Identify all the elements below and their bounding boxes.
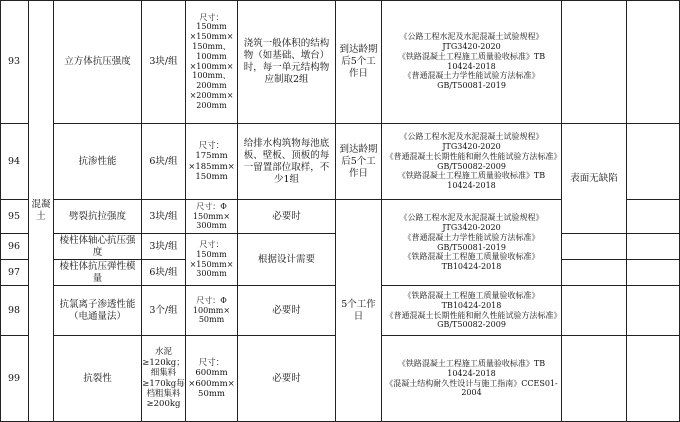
- row-96-item: 棱柱体轴心抗压强度: [54, 234, 142, 260]
- row-98-size: 尺寸：Φ 100mm× 50mm: [186, 286, 238, 336]
- row-96-97-method: 根据设计需要: [238, 234, 336, 286]
- rows-95-99-period: 5个工作日: [336, 200, 382, 422]
- row-96-remarks: [562, 234, 627, 260]
- row-93-extra: [627, 0, 680, 124]
- row-99-item: 抗裂性: [54, 336, 142, 422]
- row-98-remarks: [562, 286, 627, 336]
- row-97-qty: 6块/组: [142, 260, 186, 286]
- row-97-extra: [627, 260, 680, 286]
- row-96-97-size: 尺寸： 150mm ×150mm× 300mm: [186, 234, 238, 286]
- row-94-item: 抗渗性能: [54, 124, 142, 200]
- row-96-extra: [627, 234, 680, 260]
- rows-95-97-standard: 《公路工程水泥及水泥混凝土试验规程》JTG3420-2020 《普通混凝土力学性能试验方法标准》GB/T50081-2019 《铁路混凝土工程施工质量验收标准》TB10424-2018: [382, 200, 562, 286]
- row-95-method: 必要时: [238, 200, 336, 234]
- row-99-qty: 水泥≥120kg；细集料≥170kg每档粗集料≥200kg: [142, 336, 186, 422]
- row-93-no: 93: [0, 0, 29, 124]
- row-95-no: 95: [0, 200, 29, 234]
- row-93-item: 立方体抗压强度: [54, 0, 142, 124]
- row-93-method: 浇筑一般体积的结构物（如基础、墩台）时，每一单元结构物应制取2组: [238, 0, 336, 124]
- row-97-no: 97: [0, 260, 29, 286]
- row-96-no: 96: [0, 234, 29, 260]
- remarks-cell: 表面无缺陷: [562, 124, 627, 234]
- row-97-remarks: [562, 260, 627, 286]
- row-95-size: 尺寸：Φ 150mm× 300mm: [186, 200, 238, 234]
- row-98-extra: [627, 286, 680, 336]
- row-93-size: 尺寸： 150mm ×150mm× 150mm、 100mm ×100mm× 100mm、 200mm ×200mm× 200mm: [186, 0, 238, 124]
- row-93-period: 到达龄期后5个工作日: [336, 0, 382, 124]
- row-93-standard: 《公路工程水泥及水泥混凝土试验规程》JTG3420-2020 《铁路混凝土工程施工质量验收标准》TB 10424-2018 《普通混凝土力学性能试验方法标准》GB/T50081-2019: [382, 0, 562, 124]
- row-98-no: 98: [0, 286, 29, 336]
- row-99-size: 尺寸： 600mm ×600mm× 50mm: [186, 336, 238, 422]
- row-98-standard: 《铁路混凝土工程施工质量验收标准》TB10424-2018 《普通混凝土长期性能和耐久性能试验方法标准》GB/T50082-2009: [382, 286, 562, 336]
- row-95-qty: 3块/组: [142, 200, 186, 234]
- row-99-remarks: [562, 336, 627, 422]
- row-94-extra: [627, 124, 680, 200]
- row-94-period: 到达龄期后5个工作日: [336, 124, 382, 200]
- row-93-remarks: [562, 0, 627, 124]
- category-label: 混凝土: [29, 0, 54, 422]
- row-94-qty: 6块/组: [142, 124, 186, 200]
- row-98-qty: 3个/组: [142, 286, 186, 336]
- row-99-standard: 《铁路混凝土工程施工质量验收标准》TB 10424-2018 《混凝土结构耐久性设计与施工指南》CCES01-2004: [382, 336, 562, 422]
- row-97-item: 棱柱体抗压弹性模量: [54, 260, 142, 286]
- row-94-method: 给排水构筑物每池底板、壁板、顶板的每一留置部位取样，不少1组: [238, 124, 336, 200]
- row-95-extra: [627, 200, 680, 234]
- row-95-item: 劈裂抗拉强度: [54, 200, 142, 234]
- row-99-extra: [627, 336, 680, 422]
- row-94-size: 尺寸： 175mm ×185mm× 150mm: [186, 124, 238, 200]
- row-94-no: 94: [0, 124, 29, 200]
- row-94-standard: 《公路工程水泥及水泥混凝土试验规程》JTG3420-2020 《普通混凝土长期性能和耐久性能试验方法标准》GB/T50082-2009 《铁路混凝土工程施工质量验收标准》TB 10424-2018: [382, 124, 562, 200]
- row-93-qty: 3块/组: [142, 0, 186, 124]
- row-99-method: 必要时: [238, 336, 336, 422]
- row-99-no: 99: [0, 336, 29, 422]
- row-96-qty: 3块/组: [142, 234, 186, 260]
- row-98-item: 抗氯离子渗透性能（电通量法）: [54, 286, 142, 336]
- row-98-method: 必要时: [238, 286, 336, 336]
